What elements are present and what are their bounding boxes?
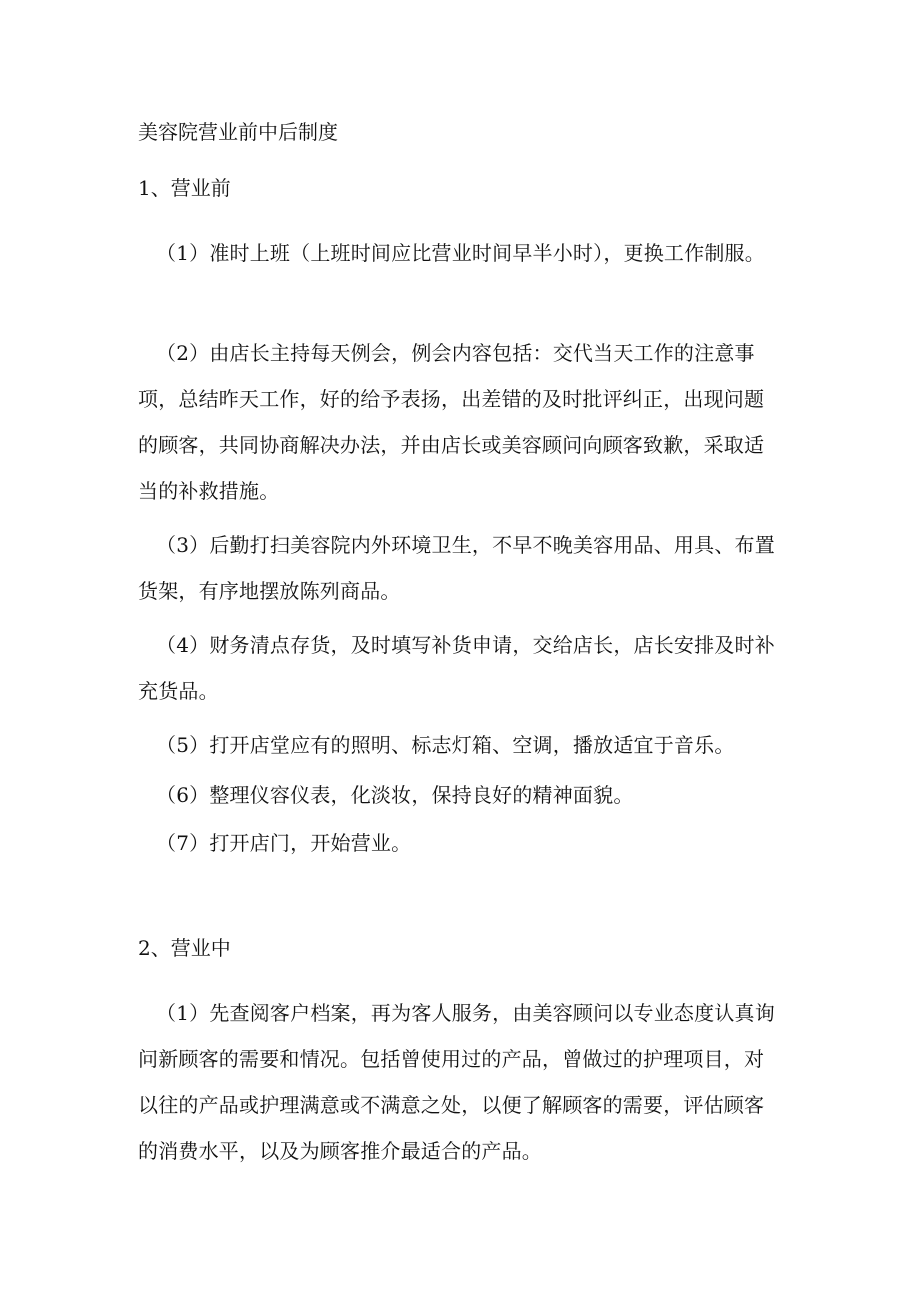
paragraph-before-3: （3）后勤打扫美容院内外环境卫生，不早不晚美容用品、用具、布置货架，有序地摆放陈列商品。	[138, 533, 775, 603]
paragraph-before-6: （6）整理仪容仪表，化淡妆，保持良好的精神面貌。	[156, 783, 634, 807]
paragraph-before-5: （5）打开店堂应有的照明、标志灯箱、空调，播放适宜于音乐。	[156, 733, 735, 757]
document-title: 美容院营业前中后制度	[138, 120, 338, 144]
paragraph-during-1: （1）先查阅客户档案，再为客人服务，由美容顾问以专业态度认真询问新顾客的需要和情况。包括曾使用过的产品，曾做过的护理项目，对以往的产品或护理满意或不满意之处，以便了解顾客的需要，评估顾客的消费水平，以及为顾客推介最适合的产品。	[138, 1001, 775, 1163]
section-heading-during-business: 2、营业中	[138, 936, 231, 960]
section-heading-before-opening: 1、营业前	[138, 176, 231, 200]
paragraph-before-1: （1）准时上班（上班时间应比营业时间早半小时），更换工作制服。	[156, 241, 765, 265]
paragraph-before-2: （2）由店长主持每天例会，例会内容包括：交代当天工作的注意事项，总结昨天工作，好的给予表扬，出差错的及时批评纠正，出现问题的顾客，共同协商解决办法，并由店长或美容顾问向顾客致歉，采取适当的补救措施。	[138, 341, 765, 503]
paragraph-before-4: （4）财务清点存货，及时填写补货申请，交给店长，店长安排及时补充货品。	[138, 633, 775, 703]
paragraph-before-7: （7）打开店门，开始营业。	[156, 831, 412, 855]
